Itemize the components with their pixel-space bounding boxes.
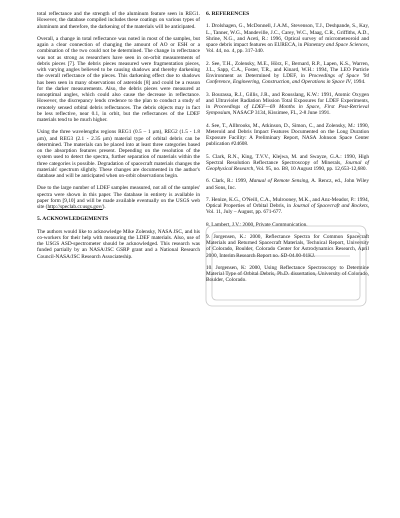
acknowledgements-text: The authors would like to acknowledge Mike Zolensky, NASA JSC, and his co-workers for their help with measuring the LDEF materials. Also, use of the USGS ASD-spectrometer should be acknowledged. This research was funded partially by an NASA/JSC GSRP grant and a National Research Council-NASA/JSC Research Associateship. [37,228,200,260]
reference-details: , Vol. 11, July – August, pp. 671-677. [206,203,369,216]
database-text-end: ). [102,204,106,210]
usgs-website-link[interactable]: http://speclab.cr.usgs.gov/ [47,204,103,210]
reference-text: 5. Clark, R.N., King, T.V.V., Klejwa, M. and Swayze, G.A.: 1990, High Spectral Resolution Reflectance Spectroscopy of Minerals, [206,153,369,166]
paragraph-reflectance-note: total reflectance and the strength of the aluminum feature seen in REG1. However, the database compiled includes these coatings on various types of aluminum and therefore, the darkening of the materials will be anticipated. [37,11,200,30]
reference-item [206,222,369,228]
reference-item [206,265,369,284]
paragraph-overall-change: Overall, a change in total reflectance was noted in most of the samples, but again a clear connection of changing the amount of AO or ESH or a combination of the two could not be determined. The change in reflectance was not as strong as researchers have seen in on-orbit measurements of debris pieces [7]. The debris pieces measured were fragmentation pieces, with varying angles believed to be causing shadows and thereby darkening the overall reflectance of the pieces. This darkening effect due to shadows has been seen in many observations of asteroids [8] and could be a reason for the darker measurements. Also, the debris pieces were measured at nonoptimal angles, which could also cause the decrease in reflectance. However, the discrepancy lends credence to the plan to conduct a study of remotely sensed orbital debris reflectances. The debris objects may in fact be less reflective, near 0.1, in orbit, but the reflectances of the LDEF materials tend to be much higher. [37,35,200,123]
reference-source: Proceedings of Space '94 Conference, Engineering, Construction, and Operations in Space IV [206,73,370,86]
reference-details: , NASACP 3134, Kissimee, FL, 2-8 June 1991. [230,110,331,117]
references-heading: 6. REFERENCES [206,11,250,17]
reference-text: 8. Lambert, J.V.: 2000, Private Communication. [206,221,308,228]
reference-text: 4. See, T., Allbrooks, M., Atkinson, D., Simon, C., and Zolensky, M.: 1990, Meteroid and Debris Impact Features Documented on the Long Duration Exposure Facility: A Preliminary Report, NASA Johnson Space Center publication #24608. [206,122,369,148]
reference-item [206,92,369,117]
reference-text: 7. Henize, K.G., O'Neill, C.A., Mulrooney, M.K., and Anz-Meador, P.: 1994, Optical Properties of Orbital Debris, in [206,196,369,210]
acknowledgements-heading: 5. ACKNOWLEDGEMENTS [37,216,109,223]
reference-source: Journal of Spacecraft and Rockets [292,203,368,210]
reference-source: Journal of Geophysical Research [206,159,369,173]
reference-list [206,23,369,283]
reference-item [206,61,369,86]
paragraph-wavelength-regions: Using the three wavelengths regions REG1 (0.5 – 1 μm), REG2 (1.5 - 1.8 μm), and REG3 (2.1 - 2.35 μm) material type of orbital debris can be determined. The materials can be placed into at least three categories based on the absorption features present. Depending on the resolution of the system used to detect the spectra, further separation of materials within the three categories is possible. Degradation of spacecraft materials changes the materials' spectrum slightly. These changes are documented in the author's database and will be anticipated when on-orbit observations begin. [37,129,200,179]
right-column [206,11,369,290]
reference-text: 10. Jorgensen, K: 2000, Using Reflectance Spectroscopy to Determine Material Type of Orbital Debris, Ph.D. dissertation, University of Colorado, Boulder, Colorado. [206,264,369,284]
reference-item [206,197,369,216]
reference-item [206,234,369,259]
reference-details: , A. Rencz, ed., John Wiley and Sons, Inc. [206,178,370,191]
reference-item [206,123,369,148]
reference-text: 1. Drolshagen, G., McDonnell, J.A.M., Stevenson, T.J., Deshpande, S., Kay, L., Tanner, W.G., Mandeville, J.C., Carey, W.C., Maag, C.R., Griffiths, A.D., Shrine, N.G., and Aceti, R.: 1996, Optical survey of micrometeoroid and space debris impact features on EURECA, in [206,23,369,49]
reference-text: 3. Bourassa, R.J., Gillis, J.R., and Rousslang, K.W.: 1991, Atomic Oxygen and Ultraviolet Radiation Mission Total Exposures for LDEF Experiments, in [206,91,369,111]
reference-text: 2. See, T.H., Zolensky, M.E., Hörz, F., Bernard, R.P., Lapen, K.S., Warren, J.L., Sapp, C.A., Foster, T.R., and Kinard, W.H.: 1994, The LEO Particle Environment as Determined by LDEF, in [206,60,369,80]
left-column [37,11,200,266]
reference-source: Manual of Remote Sensing [249,178,309,185]
reference-details: , Vol. 44, no. 4, pp. 317-340. [206,42,370,55]
reference-item [206,23,369,54]
reference-text: 9. Jorgensen, K.: 2000, Reflectance Spectra for Common Spacecraft Materials and Returned Spacecraft Materials, Technical Report, University of Colorado, Boulder, Colorado Center for Astrodynamics Research, April 2000, Interim Research Report no. SD-04.00-01KJ. [206,233,369,259]
database-text-start: Due to the large number of LDEF samples measured, not all of the samples' spectra were shown in this paper. The database in entirety is available in paper form [9,10] and will be made available eventually on the USGS web site ( [37,185,200,210]
reference-source: Planetary and Space Sciences [303,42,368,49]
reference-details: , 1994. [350,79,366,86]
reference-source: Proceedings of LDEF—69 Months in Space, First Post-Retrieval Symposium [206,104,369,117]
reference-details: , Vol. 95, no. B8, 10 August 1990, pp. 12,653-12,680. [253,166,367,173]
reference-item [206,154,369,173]
reference-text: 6. Clark, R.: 1999, [206,178,250,185]
reference-item [206,178,369,191]
paragraph-database-availability [37,185,200,210]
